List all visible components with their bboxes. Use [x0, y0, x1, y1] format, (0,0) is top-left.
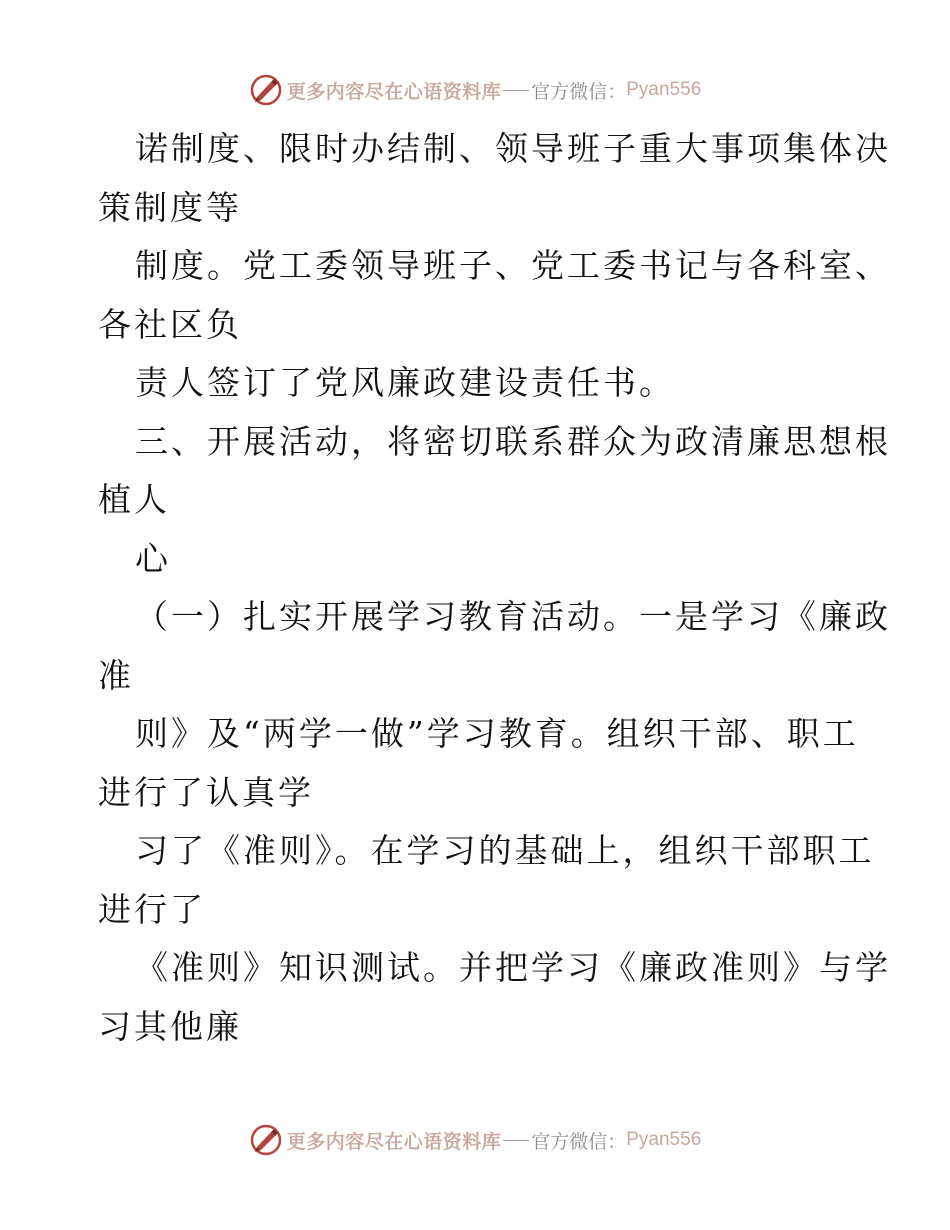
text-line: 策制度等 [98, 187, 242, 227]
text-line: 各社区负 [98, 304, 242, 344]
text-line: 制度。党工委领导班子、党工委书记与各科室、 [135, 246, 891, 285]
text-line: 进行了 [98, 889, 206, 929]
pen-logo-icon [249, 1123, 283, 1157]
pen-logo-icon [249, 73, 283, 107]
footer-dash [503, 1140, 529, 1141]
text-line: 《准则》知识测试。并把学习《廉政准则》与学 [135, 948, 891, 987]
text-line: 则》及“两学一做”学习教育。组织干部、职工 [135, 714, 859, 753]
header-wechat-id: Pyan556 [626, 79, 702, 100]
header-dash [503, 90, 529, 91]
footer-banner [0, 1120, 950, 1160]
text-line: 进行了认真学 [98, 772, 314, 812]
footer-site-text: 更多内容尽在心语资料库 [286, 1130, 502, 1153]
text-line: 习了《准则》。在学习的基础上，组织干部职工 [135, 831, 875, 870]
text-line: 三、开展活动，将密切联系群众为政清廉思想根 [135, 421, 891, 461]
header-site-text: 更多内容尽在心语资料库 [286, 80, 502, 103]
text-line: 植人 [98, 480, 170, 519]
text-line: 诺制度、限时办结制、领导班子重大事项集体决 [135, 129, 891, 168]
text-line: 习其他廉 [98, 1006, 242, 1046]
text-line: 心 [135, 538, 171, 578]
text-line: 责人签订了党风廉政建设责任书。 [135, 363, 675, 402]
text-line: 准 [98, 655, 134, 695]
text-line: （一）扎实开展学习教育活动。一是学习《廉政 [135, 597, 891, 636]
footer-wechat-id: Pyan556 [626, 1129, 702, 1150]
header-banner [0, 70, 950, 110]
footer-wechat-label: 官方微信： [531, 1130, 627, 1153]
header-wechat-label: 官方微信： [531, 80, 627, 103]
document-body [98, 120, 891, 1056]
